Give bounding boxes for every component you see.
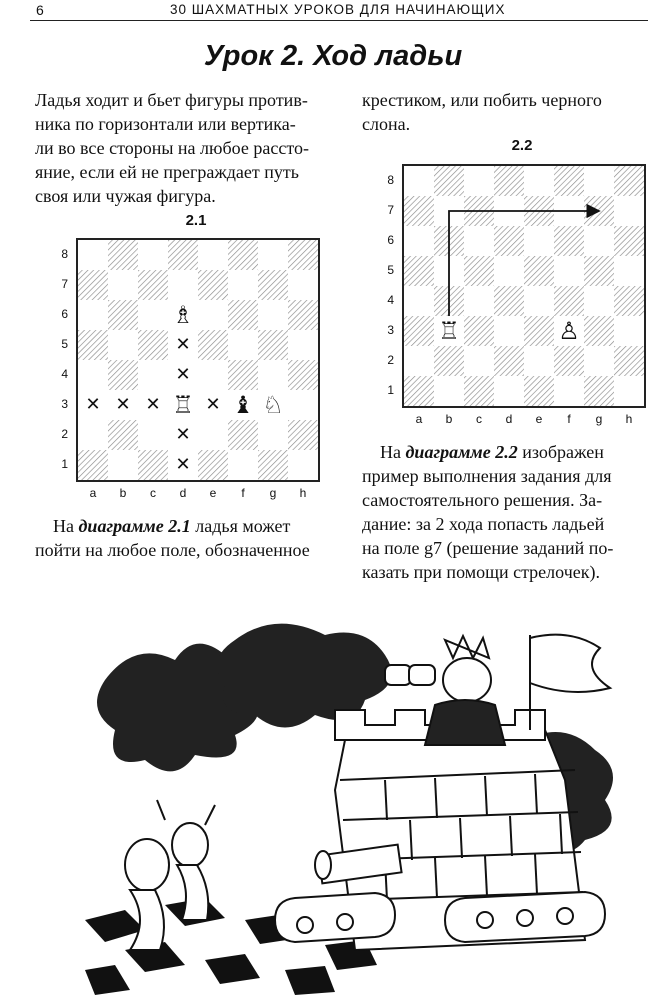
square-e6 xyxy=(198,300,228,330)
rank-label: 8 xyxy=(61,247,68,261)
square-d7 xyxy=(168,270,198,300)
text-line: своя или чужая фигура. xyxy=(35,186,216,206)
square-a3 xyxy=(404,316,434,346)
text-line: казать при помощи стрелочек). xyxy=(362,562,600,582)
rank-label: 2 xyxy=(387,353,394,367)
text-line: пойти на любое поле, обозначенное xyxy=(35,540,310,560)
rank-label: 1 xyxy=(61,457,68,471)
square-g6 xyxy=(584,226,614,256)
target-cross-icon: ✕ xyxy=(108,390,138,420)
file-label: a xyxy=(415,412,423,426)
file-label: d xyxy=(505,412,513,426)
text-line: самостоятельного решения. За- xyxy=(362,490,603,510)
rank-label: 4 xyxy=(387,293,394,307)
square-h1 xyxy=(614,376,644,406)
square-f5 xyxy=(554,256,584,286)
file-label: e xyxy=(535,412,543,426)
file-label: b xyxy=(119,486,127,500)
square-c5 xyxy=(464,256,494,286)
target-cross-icon: ✕ xyxy=(168,360,198,390)
diagram-2-1-label: 2.1 xyxy=(185,212,207,229)
square-c1 xyxy=(138,450,168,480)
square-c2 xyxy=(138,420,168,450)
square-f2 xyxy=(554,346,584,376)
file-label: c xyxy=(476,412,482,426)
square-b2 xyxy=(108,420,138,450)
square-b2 xyxy=(434,346,464,376)
continuation-paragraph xyxy=(362,88,662,136)
square-g8 xyxy=(258,240,288,270)
square-b5 xyxy=(108,330,138,360)
square-d6 xyxy=(494,226,524,256)
square-e1 xyxy=(524,376,554,406)
file-label: a xyxy=(89,486,97,500)
square-e3 xyxy=(524,316,554,346)
square-c5 xyxy=(138,330,168,360)
target-cross-icon: ✕ xyxy=(168,330,198,360)
square-g1 xyxy=(258,450,288,480)
square-a8 xyxy=(404,166,434,196)
square-a7 xyxy=(404,196,434,226)
file-label: b xyxy=(445,412,453,426)
square-e2 xyxy=(524,346,554,376)
square-a5 xyxy=(78,330,108,360)
square-g7 xyxy=(258,270,288,300)
square-g2 xyxy=(258,420,288,450)
square-a2 xyxy=(78,420,108,450)
target-cross-icon: ✕ xyxy=(168,450,198,480)
diagram-reference: диаграмме 2.1 xyxy=(78,516,191,536)
square-e7 xyxy=(198,270,228,300)
file-label: f xyxy=(241,486,245,500)
header-rule xyxy=(30,20,648,21)
knight-figures xyxy=(125,800,215,950)
square-h2 xyxy=(288,420,318,450)
square-g5 xyxy=(258,330,288,360)
text-line: крестиком, или побить черного xyxy=(362,90,602,110)
square-b7 xyxy=(108,270,138,300)
white-rook-icon: ♖ xyxy=(168,390,198,420)
square-g1 xyxy=(584,376,614,406)
chessboard-2-1 xyxy=(76,238,320,482)
square-g4 xyxy=(584,286,614,316)
text-line: яние, если ей не преграждает путь xyxy=(35,162,299,182)
rank-label: 6 xyxy=(61,307,68,321)
square-g2 xyxy=(584,346,614,376)
file-label: f xyxy=(567,412,571,426)
square-f5 xyxy=(228,330,258,360)
square-a2 xyxy=(404,346,434,376)
file-label: c xyxy=(150,486,156,500)
intro-paragraph xyxy=(35,88,345,208)
file-label: d xyxy=(179,486,187,500)
caption-prefix: На xyxy=(380,442,406,462)
square-d4 xyxy=(494,286,524,316)
square-f6 xyxy=(228,300,258,330)
caption-2-2 xyxy=(362,440,662,584)
square-h6 xyxy=(614,226,644,256)
king-on-tower-cartoon-icon xyxy=(85,620,645,995)
text-line xyxy=(362,440,662,464)
square-a1 xyxy=(404,376,434,406)
square-f2 xyxy=(228,420,258,450)
square-h7 xyxy=(614,196,644,226)
text-line xyxy=(35,514,345,538)
board-grid xyxy=(404,166,644,406)
square-e6 xyxy=(524,226,554,256)
page-number: 6 xyxy=(36,2,44,18)
square-f7 xyxy=(228,270,258,300)
square-e8 xyxy=(198,240,228,270)
square-c7 xyxy=(138,270,168,300)
square-b1 xyxy=(434,376,464,406)
square-d5 xyxy=(494,256,524,286)
square-d8 xyxy=(494,166,524,196)
file-label: h xyxy=(299,486,307,500)
square-b1 xyxy=(108,450,138,480)
rank-label: 3 xyxy=(61,397,68,411)
target-cross-icon: ✕ xyxy=(78,390,108,420)
square-f1 xyxy=(554,376,584,406)
square-h5 xyxy=(288,330,318,360)
text-line: ника по горизонтали или вертика- xyxy=(35,114,296,134)
white-knight-icon: ♘ xyxy=(258,390,288,420)
square-d1 xyxy=(494,376,524,406)
rank-label: 5 xyxy=(61,337,68,351)
square-g6 xyxy=(258,300,288,330)
black-bishop-icon: ♝ xyxy=(228,390,258,420)
rank-label: 8 xyxy=(387,173,394,187)
square-c1 xyxy=(464,376,494,406)
square-f8 xyxy=(228,240,258,270)
square-e5 xyxy=(524,256,554,286)
square-b8 xyxy=(108,240,138,270)
text-line: на поле g7 (решение заданий по- xyxy=(362,538,614,558)
file-label: g xyxy=(269,486,277,500)
square-b8 xyxy=(434,166,464,196)
square-f4 xyxy=(228,360,258,390)
board-grid xyxy=(78,240,318,480)
chessboard-2-2 xyxy=(402,164,646,408)
square-b6 xyxy=(108,300,138,330)
square-h3 xyxy=(288,390,318,420)
target-cross-icon: ✕ xyxy=(168,420,198,450)
square-c4 xyxy=(138,360,168,390)
page-title: Урок 2. Ход ладьи xyxy=(203,40,463,72)
text-line: пример выполнения задания для xyxy=(362,466,612,486)
target-cross-icon: ✕ xyxy=(198,390,228,420)
rank-label: 2 xyxy=(61,427,68,441)
square-d8 xyxy=(168,240,198,270)
rank-label: 7 xyxy=(61,277,68,291)
square-c8 xyxy=(464,166,494,196)
square-c8 xyxy=(138,240,168,270)
diagram-2-2-label: 2.2 xyxy=(511,137,533,154)
rank-label: 3 xyxy=(387,323,394,337)
square-a8 xyxy=(78,240,108,270)
square-a5 xyxy=(404,256,434,286)
rank-label: 4 xyxy=(61,367,68,381)
square-a6 xyxy=(78,300,108,330)
square-h2 xyxy=(614,346,644,376)
running-header xyxy=(30,0,650,20)
square-b4 xyxy=(108,360,138,390)
square-a6 xyxy=(404,226,434,256)
square-c3 xyxy=(464,316,494,346)
square-d2 xyxy=(494,346,524,376)
square-g3 xyxy=(584,316,614,346)
square-e5 xyxy=(198,330,228,360)
square-e8 xyxy=(524,166,554,196)
square-h4 xyxy=(288,360,318,390)
square-g4 xyxy=(258,360,288,390)
square-h3 xyxy=(614,316,644,346)
square-d3 xyxy=(494,316,524,346)
square-h6 xyxy=(288,300,318,330)
diagram-reference: диаграмме 2.2 xyxy=(405,442,518,462)
square-c4 xyxy=(464,286,494,316)
square-c6 xyxy=(464,226,494,256)
file-label: g xyxy=(595,412,603,426)
square-a7 xyxy=(78,270,108,300)
text-line: дание: за 2 хода попасть ладьей xyxy=(362,514,605,534)
caption-2-1 xyxy=(35,514,345,562)
square-h8 xyxy=(614,166,644,196)
white-rook-icon: ♖ xyxy=(434,316,464,346)
square-h7 xyxy=(288,270,318,300)
rank-label: 5 xyxy=(387,263,394,277)
running-title: 30 ШАХМАТНЫХ УРОКОВ ДЛЯ НАЧИНАЮЩИХ xyxy=(170,2,506,17)
text-line: ли во все стороны на любое рассто- xyxy=(35,138,309,158)
text-line: Ладья ходит и бьет фигуры против- xyxy=(35,90,308,110)
square-g5 xyxy=(584,256,614,286)
square-e2 xyxy=(198,420,228,450)
square-a1 xyxy=(78,450,108,480)
square-h4 xyxy=(614,286,644,316)
square-f1 xyxy=(228,450,258,480)
caption-text: изображен xyxy=(517,442,604,462)
square-h8 xyxy=(288,240,318,270)
square-h1 xyxy=(288,450,318,480)
square-f8 xyxy=(554,166,584,196)
white-bishop-icon: ♗ xyxy=(168,300,198,330)
square-f4 xyxy=(554,286,584,316)
rank-label: 1 xyxy=(387,383,394,397)
rank-label: 7 xyxy=(387,203,394,217)
square-h5 xyxy=(614,256,644,286)
square-g8 xyxy=(584,166,614,196)
square-c6 xyxy=(138,300,168,330)
file-label: h xyxy=(625,412,633,426)
white-pawn-icon: ♙ xyxy=(554,316,584,346)
square-e1 xyxy=(198,450,228,480)
rank-label: 6 xyxy=(387,233,394,247)
square-e4 xyxy=(198,360,228,390)
target-cross-icon: ✕ xyxy=(138,390,168,420)
square-a4 xyxy=(78,360,108,390)
square-c2 xyxy=(464,346,494,376)
text-line: слона. xyxy=(362,114,411,134)
square-e4 xyxy=(524,286,554,316)
caption-text: ладья может xyxy=(190,516,291,536)
square-a4 xyxy=(404,286,434,316)
file-label: e xyxy=(209,486,217,500)
caption-prefix: На xyxy=(53,516,79,536)
square-f6 xyxy=(554,226,584,256)
